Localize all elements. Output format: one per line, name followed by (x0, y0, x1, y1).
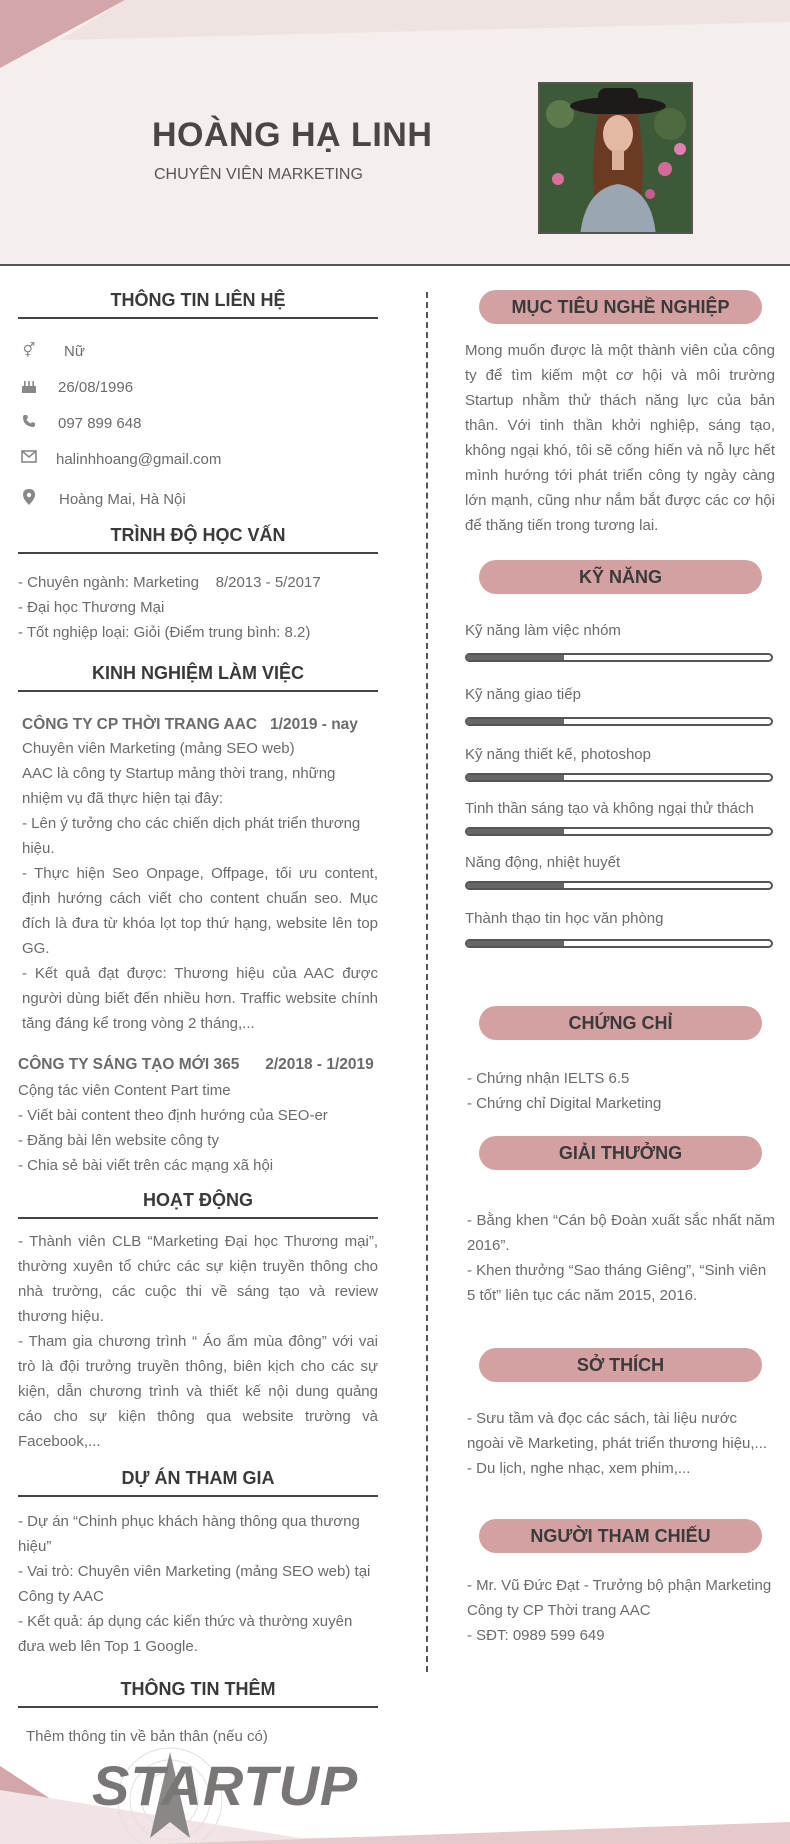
job-description: AAC là công ty Startup mảng thời trang, những nhiệm vụ đã thực hiện tại đây: (22, 765, 336, 807)
award-item: - Khen thưởng “Sao tháng Giêng”, “Sinh viên 5 tốt” liên tục các năm 2015, 2016. (467, 1262, 767, 1304)
skill-bar (465, 717, 773, 726)
envelope-icon (20, 450, 38, 468)
experience-title: KINH NGHIỆM LÀM VIỆC (18, 663, 378, 692)
candidate-name: HOÀNG HẠ LINH (152, 116, 433, 154)
hobbies-title: SỞ THÍCH (479, 1348, 762, 1382)
more-info-text: Thêm thông tin về bản thân (nếu có) (26, 1728, 268, 1745)
left-column (18, 290, 378, 1749)
job-item: - Thực hiện Seo Onpage, Offpage, tối ưu content, định hướng cách viết cho content chuẩn seo. Mục đích là đưa từ khóa lọt top thứ hạng, website lên top GG. (22, 865, 378, 957)
phone-value: 097 899 648 (58, 415, 142, 432)
skill-item (465, 800, 775, 836)
project-item: - Kết quả: áp dụng các kiến thức và thường xuyên đưa web lên Top 1 Google. (18, 1613, 353, 1655)
job-item: - Đăng bài lên website công ty (18, 1132, 219, 1149)
skill-item (465, 854, 775, 890)
job-item: - Kết quả đạt được: Thương hiệu của AAC được người dùng biết đến nhiều hơn. Traffic website chính tăng đáng kể trong vòng 2 tháng,... (22, 965, 378, 1032)
activity-item: - Thành viên CLB “Marketing Đại học Thương mại”, thường xuyên tổ chức các sự kiện truyền thông cho nhà trường, các cuộc thi về sáng tạo và review thương hiệu. (18, 1233, 378, 1325)
startup-logo: STARTUP (92, 1754, 359, 1817)
candidate-role: CHUYÊN VIÊN MARKETING (154, 166, 363, 183)
project-item: - Dự án “Chinh phục khách hàng thông qua thương hiệu” (18, 1513, 360, 1555)
certificate-item: - Chứng chỉ Digital Marketing (467, 1095, 662, 1112)
education-line: - Đại học Thương Mại (18, 599, 165, 616)
project-item: - Vai trò: Chuyên viên Marketing (mảng SEO web) tại Công ty AAC (18, 1563, 371, 1605)
map-pin-icon (20, 489, 38, 507)
dob-value: 26/08/1996 (58, 379, 134, 396)
skill-label: Thành thạo tin học văn phòng (465, 910, 664, 927)
skill-bar (465, 653, 773, 662)
skills-title: KỸ NĂNG (479, 560, 762, 594)
projects-title: DỰ ÁN THAM GIA (18, 1468, 378, 1497)
skill-label: Kỹ năng thiết kế, photoshop (465, 746, 651, 763)
reference-item: - SĐT: 0989 599 649 (467, 1627, 605, 1644)
award-item: - Bằng khen “Cán bộ Đoàn xuất sắc nhất năm 2016”. (467, 1212, 775, 1254)
hobby-item: - Sưu tầm và đọc các sách, tài liệu nước ngoài về Marketing, phát triển thương hiệu,... (467, 1410, 768, 1452)
reference-item: - Mr. Vũ Đức Đạt - Trưởng bộ phận Marketing Công ty CP Thời trang AAC (467, 1577, 772, 1619)
skill-bar-fill (467, 829, 564, 834)
gender-icon: ⚥ (22, 342, 36, 358)
column-divider (426, 292, 428, 1672)
job-item: - Chia sẻ bài viết trên các mạng xã hội (18, 1157, 274, 1174)
skill-item (465, 910, 775, 948)
education-title: TRÌNH ĐỘ HỌC VẤN (18, 525, 378, 554)
skill-bar-fill (467, 883, 564, 888)
job-entry (18, 1056, 378, 1178)
job-position: Chuyên viên Marketing (mảng SEO web) (22, 740, 295, 757)
skill-bar (465, 881, 773, 890)
job-item: - Viết bài content theo định hướng của SEO-er (18, 1107, 328, 1124)
education-line: - Tốt nghiệp loại: Giỏi (Điểm trung bình: 8.2) (18, 624, 311, 641)
job-item: Cộng tác viên Content Part time (18, 1082, 231, 1099)
skill-item (465, 746, 775, 782)
skill-label: Tinh thần sáng tạo và không ngại thử thách (465, 800, 754, 817)
skill-label: Kỹ năng làm việc nhóm (465, 622, 621, 639)
references-title: NGƯỜI THAM CHIẾU (479, 1519, 762, 1553)
birthday-cake-icon (20, 378, 38, 396)
objective-title: MỤC TIÊU NGHỀ NGHIỆP (479, 290, 762, 324)
skill-bar-fill (467, 655, 564, 660)
skill-bar-fill (467, 775, 564, 780)
job-header: CÔNG TY CP THỜI TRANG AAC 1/2019 - nay (22, 716, 358, 733)
objective-text: Mong muốn được là một thành viên của công ty để tìm kiếm một cơ hội và môi trường Startup nhằm thử thách năng lực của bản thân. Với tinh thần khởi nghiệp, sáng tạo, không ngại khó, tôi sẽ cống hiến và nỗ lực hết mình hướng tới phát triển công ty ngày càng lớn mạnh, cũng như nắm bắt được các cơ hội để thăng tiến trong tương lai. (465, 342, 775, 534)
job-header: CÔNG TY SÁNG TẠO MỚI 365 2/2018 - 1/2019 (18, 1056, 374, 1073)
skill-bar (465, 773, 773, 782)
activities-title: HOẠT ĐỘNG (18, 1190, 378, 1219)
skill-item (465, 622, 775, 662)
hobby-item: - Du lịch, nghe nhạc, xem phim,... (467, 1460, 691, 1477)
contact-dob (18, 369, 378, 405)
contact-email (18, 441, 378, 477)
skill-bar-fill (467, 941, 564, 946)
phone-icon (20, 414, 38, 432)
contact-title: THÔNG TIN LIÊN HỆ (18, 290, 378, 319)
cv-header (0, 0, 790, 266)
gender-value: Nữ (64, 343, 85, 360)
skill-bar (465, 827, 773, 836)
right-column (465, 290, 775, 1648)
education-line: - Chuyên ngành: Marketing 8/2013 - 5/2017 (18, 574, 321, 591)
email-value[interactable]: halinhhoang@gmail.com (56, 451, 222, 468)
profile-photo (538, 82, 693, 234)
skill-label: Kỹ năng giao tiếp (465, 686, 581, 703)
address-value: Hoàng Mai, Hà Nội (59, 491, 186, 508)
job-entry (18, 716, 378, 1036)
skill-item (465, 686, 775, 726)
awards-title: GIẢI THƯỞNG (479, 1136, 762, 1170)
more-info-title: THÔNG TIN THÊM (18, 1679, 378, 1708)
skill-bar (465, 939, 773, 948)
contact-address (18, 477, 378, 519)
job-item: - Lên ý tưởng cho các chiến dịch phát triển thương hiệu. (22, 815, 361, 857)
skill-bar-fill (467, 719, 564, 724)
cv-footer (0, 1730, 790, 1844)
contact-phone (18, 405, 378, 441)
certificates-title: CHỨNG CHỈ (479, 1006, 762, 1040)
activity-item: - Tham gia chương trình “ Áo ấm mùa đông” với vai trò là đội trưởng truyền thông, biên kịch cho các sự kiện, dẫn chương trình và thiết kế nội dung quảng cáo cho sự kiện thông qua website trường và Facebook,... (18, 1333, 378, 1450)
contact-gender (18, 333, 378, 369)
skill-label: Năng động, nhiệt huyết (465, 854, 621, 871)
certificate-item: - Chứng nhận IELTS 6.5 (467, 1070, 630, 1087)
